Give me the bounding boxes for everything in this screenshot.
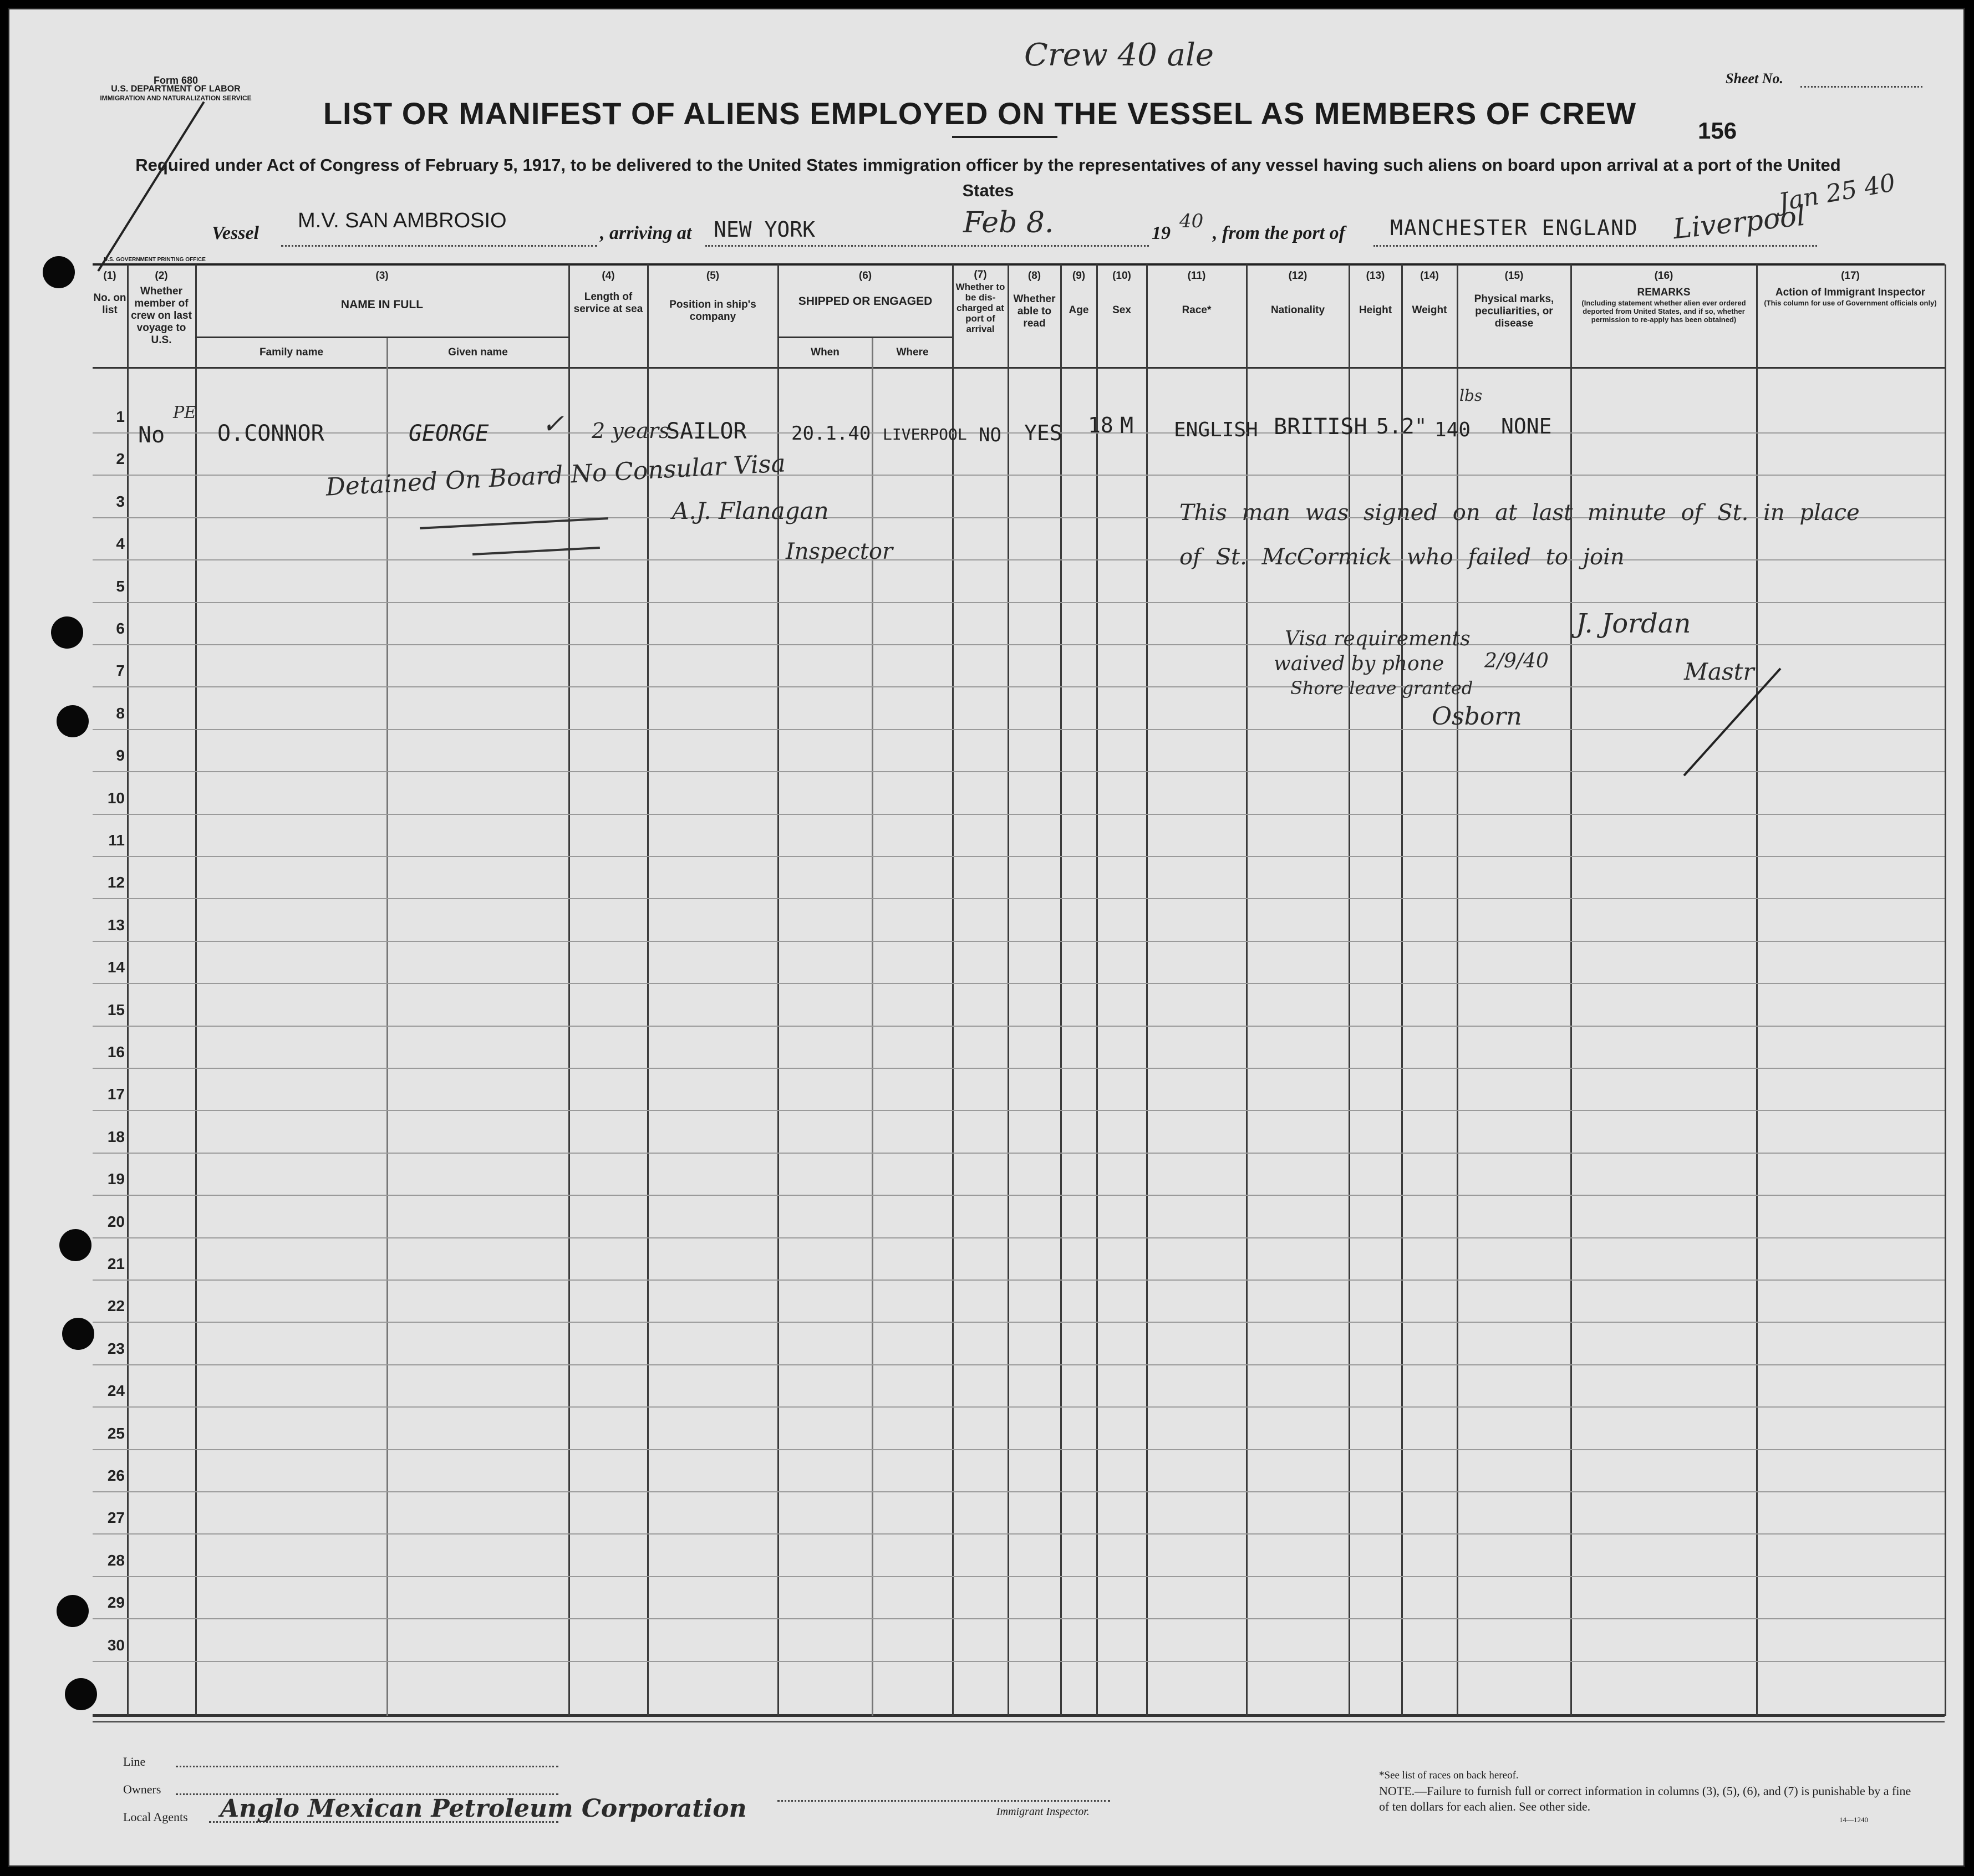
row-number: 14 bbox=[107, 959, 125, 976]
col-label: REMARKS bbox=[1637, 287, 1691, 298]
column-rule bbox=[1146, 264, 1148, 1716]
column-rule bbox=[1756, 264, 1758, 1716]
col-10-header bbox=[1097, 270, 1146, 317]
col-note: (This column for use of Government officials only) bbox=[1764, 299, 1937, 307]
column-rule bbox=[1401, 264, 1403, 1716]
form-code: 14—1240 bbox=[1839, 1816, 1868, 1824]
row-number: 13 bbox=[107, 916, 125, 934]
visa-signature: Osborn bbox=[1432, 702, 1522, 731]
page-title: LIST OR MANIFEST OF ALIENS EMPLOYED ON THE VESSEL AS MEMBERS OF CREW bbox=[323, 96, 1637, 131]
col-num: (1) bbox=[103, 270, 116, 282]
arrival-date: Feb 8. bbox=[963, 206, 1054, 239]
col-label: Whether to be dis-charged at port of arrival bbox=[955, 282, 1005, 334]
col-4-header bbox=[569, 270, 647, 315]
row-number: 19 bbox=[107, 1170, 125, 1188]
col-num: (7) bbox=[974, 269, 987, 281]
col-label: Weight bbox=[1412, 304, 1447, 316]
col-16-header bbox=[1571, 270, 1756, 324]
last-voyage-mark: PE bbox=[173, 403, 197, 422]
visa-line-3: Shore leave granted bbox=[1290, 677, 1473, 699]
height-cell: 5.2" bbox=[1376, 414, 1427, 439]
name-subheader-rule bbox=[195, 337, 568, 338]
punch-hole bbox=[43, 256, 75, 288]
column-rule bbox=[1570, 264, 1572, 1716]
port-line bbox=[1373, 245, 1817, 247]
col-label: Whether member of crew on last voyage to U.S. bbox=[131, 286, 192, 346]
service-cell: 2 years bbox=[592, 419, 670, 443]
col-label: Position in ship's company bbox=[669, 299, 756, 323]
row-rule bbox=[93, 856, 1945, 857]
col-num: (16) bbox=[1654, 270, 1673, 282]
col-note: (Including statement whether alien ever ordered deported from United States, and if so, whether permission to re-apply has been obtained) bbox=[1581, 299, 1746, 324]
agents-label: Local Agents bbox=[123, 1810, 188, 1824]
column-rule bbox=[1246, 264, 1248, 1716]
nationality-cell: BRITISH bbox=[1274, 414, 1367, 440]
col-num: (14) bbox=[1420, 270, 1439, 282]
sheet-label: Sheet No. bbox=[1726, 70, 1783, 86]
row-rule bbox=[93, 1406, 1945, 1408]
row-rule bbox=[93, 1279, 1945, 1281]
col-8-header bbox=[1009, 270, 1060, 330]
family-name-cell: O.CONNOR bbox=[217, 421, 324, 446]
age-cell: 18 bbox=[1088, 413, 1113, 437]
column-rule bbox=[952, 264, 954, 1716]
row-rule bbox=[93, 1491, 1945, 1492]
row-number: 3 bbox=[116, 492, 125, 510]
row-rule bbox=[93, 1618, 1945, 1619]
row-number: 11 bbox=[108, 832, 125, 849]
row-rule bbox=[93, 432, 1945, 434]
col-label: No. on list bbox=[93, 292, 126, 316]
row-rule bbox=[93, 686, 1945, 687]
row-rule bbox=[93, 1195, 1945, 1196]
punch-hole bbox=[65, 1678, 97, 1710]
row-rule bbox=[93, 1576, 1945, 1577]
row-number: 25 bbox=[107, 1424, 125, 1442]
col-label: Whether able to read bbox=[1013, 293, 1056, 329]
col-num: (15) bbox=[1504, 270, 1524, 282]
agents-value: Anglo Mexican Petroleum Corporation bbox=[220, 1795, 747, 1823]
row-rule bbox=[93, 1661, 1945, 1662]
inspector-label: Immigrant Inspector. bbox=[996, 1806, 1090, 1818]
punch-hole bbox=[57, 705, 89, 737]
punch-hole bbox=[59, 1229, 91, 1261]
department-name: U.S. DEPARTMENT OF LABOR bbox=[111, 84, 241, 94]
shipped-subheader-rule bbox=[777, 337, 952, 338]
row-number: 9 bbox=[116, 747, 125, 764]
row-number: 7 bbox=[116, 662, 125, 680]
col-num: (3) bbox=[375, 270, 389, 282]
row-number: 22 bbox=[107, 1297, 125, 1315]
row-number: 16 bbox=[107, 1043, 125, 1061]
col-label: SHIPPED OR ENGAGED bbox=[798, 295, 933, 308]
title-underline bbox=[952, 136, 1057, 138]
where-header: Where bbox=[896, 346, 929, 358]
row-rule bbox=[93, 814, 1945, 815]
penalty-note: NOTE.—Failure to furnish full or correct information in columns (3), (5), (6), and (7) is punishable by a fine of ten dollars for each alien. See other side. bbox=[1379, 1784, 1911, 1813]
row-number: 1 bbox=[116, 408, 125, 425]
col-label: Sex bbox=[1112, 304, 1131, 316]
when-cell: 20.1.40 bbox=[791, 422, 871, 445]
row-number: 15 bbox=[107, 1001, 125, 1018]
col-7-header bbox=[953, 270, 1008, 334]
table-bottom-border bbox=[93, 1714, 1945, 1717]
arriving-line bbox=[705, 245, 1149, 247]
line-label: Line bbox=[123, 1755, 146, 1768]
row-number: 24 bbox=[107, 1382, 125, 1400]
family-name-header: Family name bbox=[259, 346, 324, 358]
col-num: (12) bbox=[1288, 270, 1307, 282]
row-rule bbox=[93, 1364, 1945, 1365]
inspector-title-handwritten: Inspector bbox=[786, 539, 893, 564]
col-num: (17) bbox=[1841, 270, 1860, 282]
col-9-header bbox=[1061, 270, 1096, 317]
row-rule bbox=[93, 1153, 1945, 1154]
col-num: (6) bbox=[858, 270, 872, 282]
detained-note: Detained On Board No Consular Visa bbox=[325, 449, 786, 502]
crew-count-note: Crew 40 ale bbox=[1024, 37, 1214, 73]
from-label: , from the port of bbox=[1213, 223, 1345, 243]
col-13-header bbox=[1350, 270, 1401, 317]
vessel-label: Vessel bbox=[212, 223, 259, 243]
visa-line-2: waived by phone bbox=[1274, 652, 1444, 675]
row-number: 2 bbox=[116, 450, 125, 468]
col-num: (9) bbox=[1072, 270, 1086, 282]
table-bottom-border-2 bbox=[93, 1721, 1945, 1722]
col-5-header bbox=[648, 270, 777, 323]
form-number: Form 680 bbox=[153, 75, 199, 86]
discharged-cell: NO bbox=[979, 424, 1001, 446]
visa-line-1: Visa requirements bbox=[1285, 628, 1471, 650]
col-17-header bbox=[1757, 270, 1944, 307]
col-num: (2) bbox=[155, 270, 168, 282]
col-label: Length of service at sea bbox=[573, 291, 643, 315]
col-label: Action of Immigrant Inspector bbox=[1775, 287, 1926, 298]
col-num: (5) bbox=[706, 270, 720, 282]
sheet-number: 156 bbox=[1698, 118, 1737, 144]
year-prefix: 19 bbox=[1152, 223, 1171, 243]
col-num: (8) bbox=[1027, 270, 1041, 282]
row-number: 17 bbox=[107, 1085, 125, 1103]
row-rule bbox=[93, 559, 1945, 560]
row-number: 23 bbox=[107, 1339, 125, 1357]
read-cell: YES bbox=[1024, 421, 1062, 445]
column-rule bbox=[1008, 264, 1009, 1716]
race-cell: ENGLISH bbox=[1174, 419, 1258, 441]
table-top-border bbox=[93, 263, 1945, 266]
when-header: When bbox=[811, 346, 840, 358]
column-rule bbox=[1060, 264, 1062, 1716]
col-1-header bbox=[93, 270, 127, 317]
inspector-signature: A.J. Flanagan bbox=[672, 497, 829, 524]
inspector-signature-line bbox=[777, 1800, 1110, 1802]
col-num: (10) bbox=[1112, 270, 1131, 282]
row-number: 28 bbox=[107, 1551, 125, 1569]
underline-stroke bbox=[472, 547, 600, 555]
row-rule bbox=[93, 1449, 1945, 1450]
column-rule bbox=[1349, 264, 1350, 1716]
col-2-header bbox=[128, 270, 195, 346]
arriving-label: , arriving at bbox=[600, 223, 692, 243]
row-number: 18 bbox=[107, 1128, 125, 1145]
row-number: 5 bbox=[116, 577, 125, 595]
sheet-line bbox=[1800, 86, 1922, 88]
row-rule bbox=[93, 1026, 1945, 1027]
punch-hole bbox=[51, 616, 83, 649]
year-value: 40 bbox=[1179, 210, 1204, 232]
row-number: 27 bbox=[107, 1509, 125, 1527]
row-rule bbox=[93, 771, 1945, 772]
remark-line-2: of St. McCormick who failed to join bbox=[1179, 544, 1625, 570]
column-rule bbox=[1096, 264, 1098, 1716]
col-num: (11) bbox=[1187, 270, 1206, 282]
row-rule bbox=[93, 983, 1945, 984]
row-rule bbox=[93, 941, 1945, 942]
races-note: *See list of races on back hereof. bbox=[1379, 1770, 1519, 1781]
column-rule bbox=[127, 264, 129, 1716]
col-label: Nationality bbox=[1270, 304, 1325, 316]
row-rule bbox=[93, 898, 1945, 899]
row-number: 4 bbox=[116, 535, 125, 553]
row-number: 29 bbox=[107, 1594, 125, 1612]
vessel-line bbox=[281, 245, 597, 247]
master-signature-2: Mastr bbox=[1684, 658, 1754, 685]
owners-label: Owners bbox=[123, 1782, 161, 1796]
where-cell: LIVERPOOL bbox=[883, 425, 967, 443]
underline-stroke bbox=[420, 517, 608, 529]
row-rule bbox=[93, 1322, 1945, 1323]
departure-date: Jan 25 40 bbox=[1777, 168, 1897, 217]
col-num: (4) bbox=[602, 270, 615, 282]
row-number: 12 bbox=[107, 874, 125, 891]
weight-unit: lbs bbox=[1459, 386, 1483, 405]
row-number: 30 bbox=[107, 1636, 125, 1654]
page-subtitle: Required under Act of Congress of February 5, 1917, to be delivered to the United States immigration officer by the representatives of any vessel having such aliens on board upon arrival at a port of the United States bbox=[135, 155, 1841, 200]
row-number: 6 bbox=[116, 620, 125, 637]
row-number: 26 bbox=[107, 1467, 125, 1484]
col-3-header bbox=[196, 270, 568, 311]
sex-cell: M bbox=[1120, 413, 1134, 439]
given-name-cell: GEORGE bbox=[409, 421, 489, 446]
row-rule bbox=[93, 729, 1945, 730]
column-rule bbox=[1945, 264, 1946, 1716]
col-label: Age bbox=[1069, 304, 1089, 316]
column-rule bbox=[195, 264, 197, 1716]
col-12-header bbox=[1247, 270, 1349, 317]
departure-port: MANCHESTER ENGLAND bbox=[1390, 216, 1639, 240]
arriving-port: NEW YORK bbox=[714, 217, 816, 242]
punch-hole bbox=[62, 1318, 94, 1350]
line-field bbox=[176, 1766, 558, 1767]
row-rule bbox=[93, 644, 1945, 645]
row-rule bbox=[93, 1068, 1945, 1069]
header-bottom-border bbox=[93, 367, 1945, 369]
row-rule bbox=[93, 1533, 1945, 1535]
weight-cell: 140 bbox=[1434, 419, 1471, 441]
col-label: Height bbox=[1359, 304, 1392, 316]
position-cell: SAILOR bbox=[667, 419, 747, 444]
col-num: (13) bbox=[1366, 270, 1385, 282]
row-rule bbox=[93, 602, 1945, 603]
marks-cell: NONE bbox=[1501, 414, 1552, 439]
row-rule bbox=[93, 1110, 1945, 1111]
row-number: 21 bbox=[107, 1255, 125, 1272]
col-15-header bbox=[1458, 270, 1570, 330]
master-signature-1: J. Jordan bbox=[1576, 608, 1691, 639]
remark-line-1: This man was signed on at last minute of St. in place bbox=[1179, 500, 1860, 526]
printing-office: U.S. GOVERNMENT PRINTING OFFICE bbox=[104, 257, 206, 263]
service-name: IMMIGRATION AND NATURALIZATION SERVICE bbox=[100, 94, 252, 102]
vessel-name: M.V. SAN AMBROSIO bbox=[298, 209, 507, 232]
col-label: NAME IN FULL bbox=[340, 298, 424, 311]
punch-hole bbox=[57, 1595, 89, 1627]
col-label: Race* bbox=[1182, 304, 1212, 316]
row-number: 8 bbox=[116, 704, 125, 722]
col-11-header bbox=[1147, 270, 1246, 317]
visa-date: 2/9/40 bbox=[1484, 650, 1549, 672]
departure-port-handwritten: Liverpool bbox=[1671, 199, 1807, 246]
col-6-header bbox=[779, 270, 952, 308]
check-mark: ✓ bbox=[542, 409, 564, 440]
manifest-sheet bbox=[8, 8, 1965, 1867]
row-number: 10 bbox=[107, 789, 125, 807]
last-voyage-cell: No bbox=[138, 422, 165, 448]
col-14-header bbox=[1402, 270, 1457, 317]
column-rule bbox=[1457, 264, 1458, 1716]
row-rule bbox=[93, 1237, 1945, 1238]
col-label: Physical marks, peculiarities, or disease bbox=[1474, 293, 1554, 329]
row-number: 20 bbox=[107, 1212, 125, 1230]
column-rule bbox=[777, 264, 779, 1716]
given-name-header: Given name bbox=[448, 346, 508, 358]
